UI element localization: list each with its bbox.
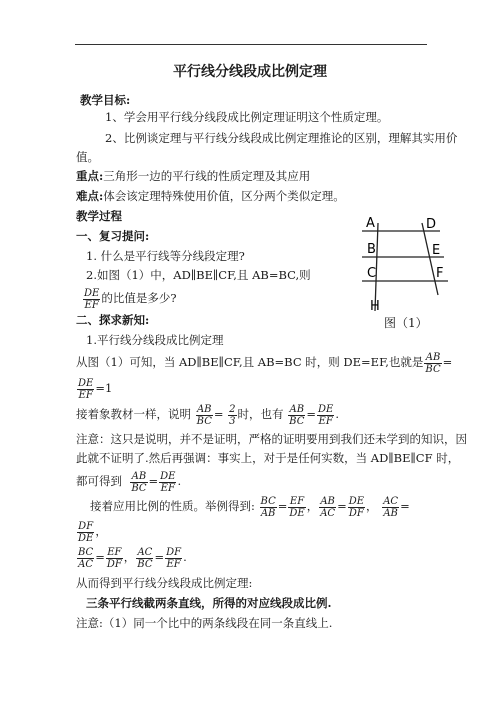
equals-sign: = <box>442 355 453 369</box>
fraction-de-ef: $\frac{DE}{EF}$ <box>78 377 94 401</box>
equals-sign: = <box>148 474 159 488</box>
label-h: H <box>370 299 380 314</box>
fraction-ab-bc: $\frac{AB}{BC}$ <box>289 403 305 427</box>
period: . <box>335 407 339 421</box>
fraction-ab-bc: $\frac{AB}{BC}$ <box>196 403 212 427</box>
explore-line-1 <box>76 350 452 375</box>
period: . <box>183 550 187 564</box>
objective-2a: 2、比例谈定理与平行线分线段成比例定理推论的区别，理解其实用价 <box>105 131 458 145</box>
explore-line-1-text: 从图（1）可知，当 AD∥BE∥CF,且 AB=BC 时，则 DE=EF,也就是 <box>76 355 424 369</box>
fraction-ac-ab: $\frac{AC}{AB}$ <box>383 495 399 519</box>
objective-1: 1、学会用平行线分线段成比例定理证明这个性质定理。 <box>105 110 389 124</box>
label-d: D <box>426 217 437 232</box>
fraction-df-de: $\frac{DF}{DE}$ <box>78 520 94 544</box>
review-question-1: 1. 什么是平行线等分线段定理? <box>86 249 245 263</box>
explore-line-2 <box>76 376 112 401</box>
explore-line-3-text-b: 时，也有 <box>237 407 284 421</box>
equals-sign: = <box>400 499 410 513</box>
comma: ， <box>123 550 136 564</box>
objective-2b: 值。 <box>76 150 99 164</box>
theorem-statement: 三条平行线截两条直线，所得的对应线段成比例. <box>86 596 332 610</box>
transversal-right <box>422 223 441 295</box>
label-c: C <box>367 266 377 281</box>
label-b: B <box>367 242 376 257</box>
fraction-ab-ac: $\frac{AB}{AC}$ <box>320 495 336 519</box>
conclusion-text: 从而得到平行线分线段成比例定理: <box>76 576 253 590</box>
explore-line-3-text-a: 接着象教材一样，说明 <box>76 407 191 421</box>
final-note: 注意:（1）同一个比中的两条线段在同一条直线上. <box>76 616 333 630</box>
header-rule <box>75 44 427 45</box>
equals-sign: = <box>337 499 347 513</box>
fraction-ef-de: $\frac{EF}{DE}$ <box>289 495 305 519</box>
equals-sign: = <box>277 499 288 513</box>
fraction-ef-df: $\frac{EF}{DF}$ <box>106 546 122 570</box>
equals-sign: = <box>306 407 316 421</box>
apply-line-2 <box>76 519 107 544</box>
fraction-de-ef: $\frac{DE}{EF}$ <box>160 470 176 494</box>
review-question-2b-text: 的比值是多少? <box>101 291 177 305</box>
fraction-de-ef: $\frac{DE}{EF}$ <box>84 287 100 311</box>
difficulty <box>76 189 345 203</box>
equals-sign: = <box>213 407 224 421</box>
note-line-a: 注意：这只是说明，并不是证明，严格的证明要用到我们还未学到的知识，因 <box>76 432 467 446</box>
key-point-label: 重点: <box>76 169 104 183</box>
figure-caption: 图（1） <box>384 316 428 330</box>
note-line-c-text: 都可得到 <box>76 474 122 488</box>
apply-text: 接着应用比例的性质。举例得到: <box>90 499 255 513</box>
difficulty-text: 体会该定理特殊使用价值，区分两个类似定理。 <box>103 189 345 203</box>
fraction-two-thirds: $\frac{2}{3}$ <box>229 403 236 427</box>
fraction-ab-bc: $\frac{AB}{BC}$ <box>425 351 441 375</box>
explore-line-2-text: =1 <box>95 381 113 395</box>
equals-sign: = <box>95 550 105 564</box>
objectives-heading: 教学目标: <box>80 93 131 107</box>
explore-heading: 二、探求新知: <box>76 313 150 327</box>
review-heading: 一、复习提问: <box>76 229 150 243</box>
apply-line-3 <box>76 545 187 570</box>
note-line-c <box>76 469 181 494</box>
explore-line-3 <box>76 402 339 427</box>
fraction-de-df: $\frac{DE}{DF}$ <box>348 495 365 519</box>
review-question-2b <box>82 286 177 311</box>
label-a: A <box>366 216 375 231</box>
comma: ， <box>95 524 107 538</box>
fraction-bc-ab: $\frac{BC}{AB}$ <box>260 495 276 519</box>
label-f: F <box>436 266 444 281</box>
explore-subheading: 1.平行线分线段成比例定理 <box>86 333 224 347</box>
difficulty-label: 难点: <box>76 189 104 203</box>
comma: ， <box>366 499 378 513</box>
apply-line <box>90 493 410 519</box>
label-e: E <box>432 243 441 258</box>
period: . <box>177 474 182 488</box>
fraction-ab-bc: $\frac{AB}{BC}$ <box>131 470 147 494</box>
fraction-bc-ac: $\frac{BC}{AC}$ <box>78 546 94 570</box>
key-point-text: 三角形一边的平行线的性质定理及其应用 <box>103 169 311 183</box>
note-line-b: 此就不证明了.然后再强调：事实上，对于是任何实数，当 AD∥BE∥CF 时， <box>76 451 460 465</box>
review-question-2a: 2.如图（1）中，AD∥BE∥CF,且 AB=BC,则 <box>86 268 311 282</box>
fraction-ac-bc: $\frac{AC}{BC}$ <box>137 546 153 570</box>
equals-sign: = <box>154 550 165 564</box>
comma: ， <box>306 499 319 513</box>
fraction-df-ef: $\frac{DF}{EF}$ <box>166 546 182 570</box>
page-title: 平行线分线段成比例定理 <box>173 64 327 80</box>
fraction-de-ef: $\frac{DE}{EF}$ <box>318 403 334 427</box>
process-heading: 教学过程 <box>76 209 122 223</box>
key-point <box>76 169 310 183</box>
